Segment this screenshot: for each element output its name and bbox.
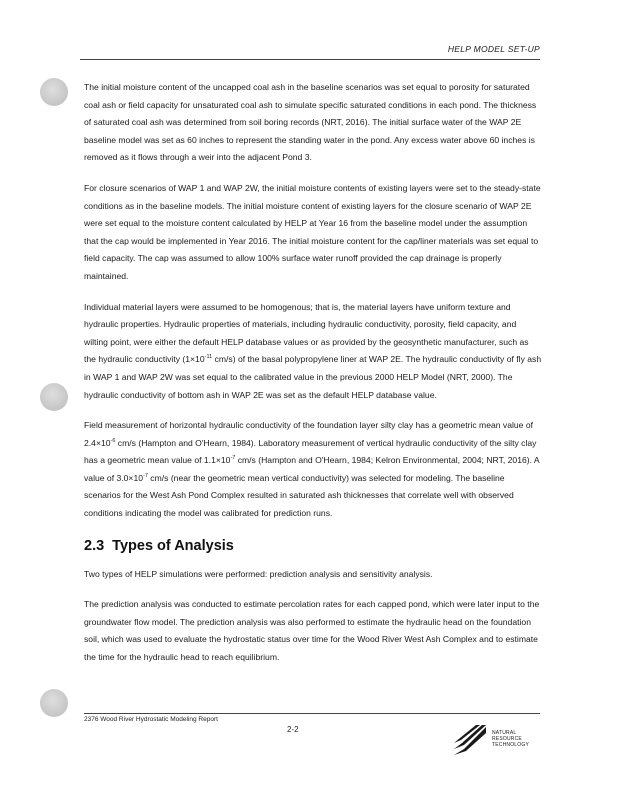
company-logo bbox=[452, 723, 542, 759]
page-number: 2-2 bbox=[287, 725, 299, 734]
paragraph-prediction-analysis: The prediction analysis was conducted to estimate percolation rates for each capped pond, which were later input to the groundwater flow model. The prediction analysis was also performed to estimate the hydraulic head on the foundation soil, which was used to evaluate the hydrostatic status over time for the Wood River West Ash Complex and to estimate the time for the hydraulic head to reach equilibrium. bbox=[84, 599, 540, 663]
binder-hole-top bbox=[40, 78, 68, 106]
paragraph-simulation-types: Two types of HELP simulations were performed: prediction analysis and sensitivity analysis. bbox=[84, 568, 433, 579]
logo-text: NATURAL RESOURCE TECHNOLOGY bbox=[492, 730, 530, 748]
paragraph-field-measurement: Field measurement of horizontal hydraulic conductivity of the foundation layer silty clay has a geometric mean value of $2.4\times 10^{-6}$ cm/s (Hampton and O'Hearn, 1984). Laboratory measurement of vertical hydraulic conductivity of the silty clay has a geometric mean value of $1.1\times 10^{-7}$ cm/s (Hampton and O'Hearn, 1984; Kelron Environmental, 2004; NRT, 2016). A value of $3.0\times 10^{-7}$ cm/s (near the geometric mean vertical conductivity) was selected for modeling. The baseline scenarios for the West Ash Pond Complex resulted in saturated ash thicknesses that correlate well with observed conditions indicating the model was calibrated for prediction runs. bbox=[84, 420, 540, 519]
footer-divider bbox=[84, 713, 540, 714]
paragraph-material-layers: Individual material layers were assumed to be homogenous; that is, the material layers have uniform texture and hydraulic properties. Hydraulic properties of materials, including hydraulic conductivity, porosity, field capacity, and wilting point, were either the default HELP database values or as provided by the geosynthetic manufacturer, such as the hydraulic conductivity ($1\times 10^{-11}$ cm/s) of the basal polypropylene liner at WAP 2E. The hydraulic conductivity of fly ash in WAP 1 and WAP 2W was set equal to the calibrated value in the previous 2000 HELP Model (NRT, 2000). The hydraulic conductivity of bottom ash in WAP 2E was set as the default HELP database value. bbox=[84, 301, 542, 400]
paragraph-closure-scenarios: For closure scenarios of WAP 1 and WAP 2W, the initial moisture contents of existing layers were set to the steady-state conditions as in the baseline models. The initial moisture content of existing layers for the closure scenario of WAP 2E were set equal to the moisture content calculated by HELP at Year 16 from the baseline model under the assumption that the cap would be implemented in Year 2016. The initial moisture content for the cap/liner materials was set equal to field capacity. The cap was assumed to allow 100% surface water runoff provided the cap drainage is properly maintained. bbox=[84, 182, 541, 281]
footer-report-title: 2376 Wood River Hydrostatic Modeling Report bbox=[84, 716, 218, 723]
page-header-title: HELP MODEL SET-UP bbox=[447, 44, 540, 54]
section-number: 2.3 bbox=[84, 537, 105, 554]
logo-mark-icon bbox=[452, 723, 488, 757]
binder-hole-bottom bbox=[40, 689, 68, 717]
section-title: Types of Analysis bbox=[112, 537, 234, 554]
document-body bbox=[84, 79, 542, 680]
binder-hole-middle bbox=[40, 383, 68, 411]
paragraph-initial-moisture: The initial moisture content of the uncapped coal ash in the baseline scenarios was set equal to porosity for saturated coal ash or field capacity for unsaturated coal ash to simulate specific saturated conditions in each pond. The thickness of saturated coal ash was determined from soil boring records (NRT, 2016). The initial surface water of the WAP 2E baseline model was set as 60 inches to represent the standing water in the pond. Any excess water above 60 inches is removed as it flows through a weir into the adjacent Pond 3. bbox=[84, 82, 537, 163]
section-heading bbox=[84, 536, 542, 556]
header-divider bbox=[80, 59, 540, 60]
